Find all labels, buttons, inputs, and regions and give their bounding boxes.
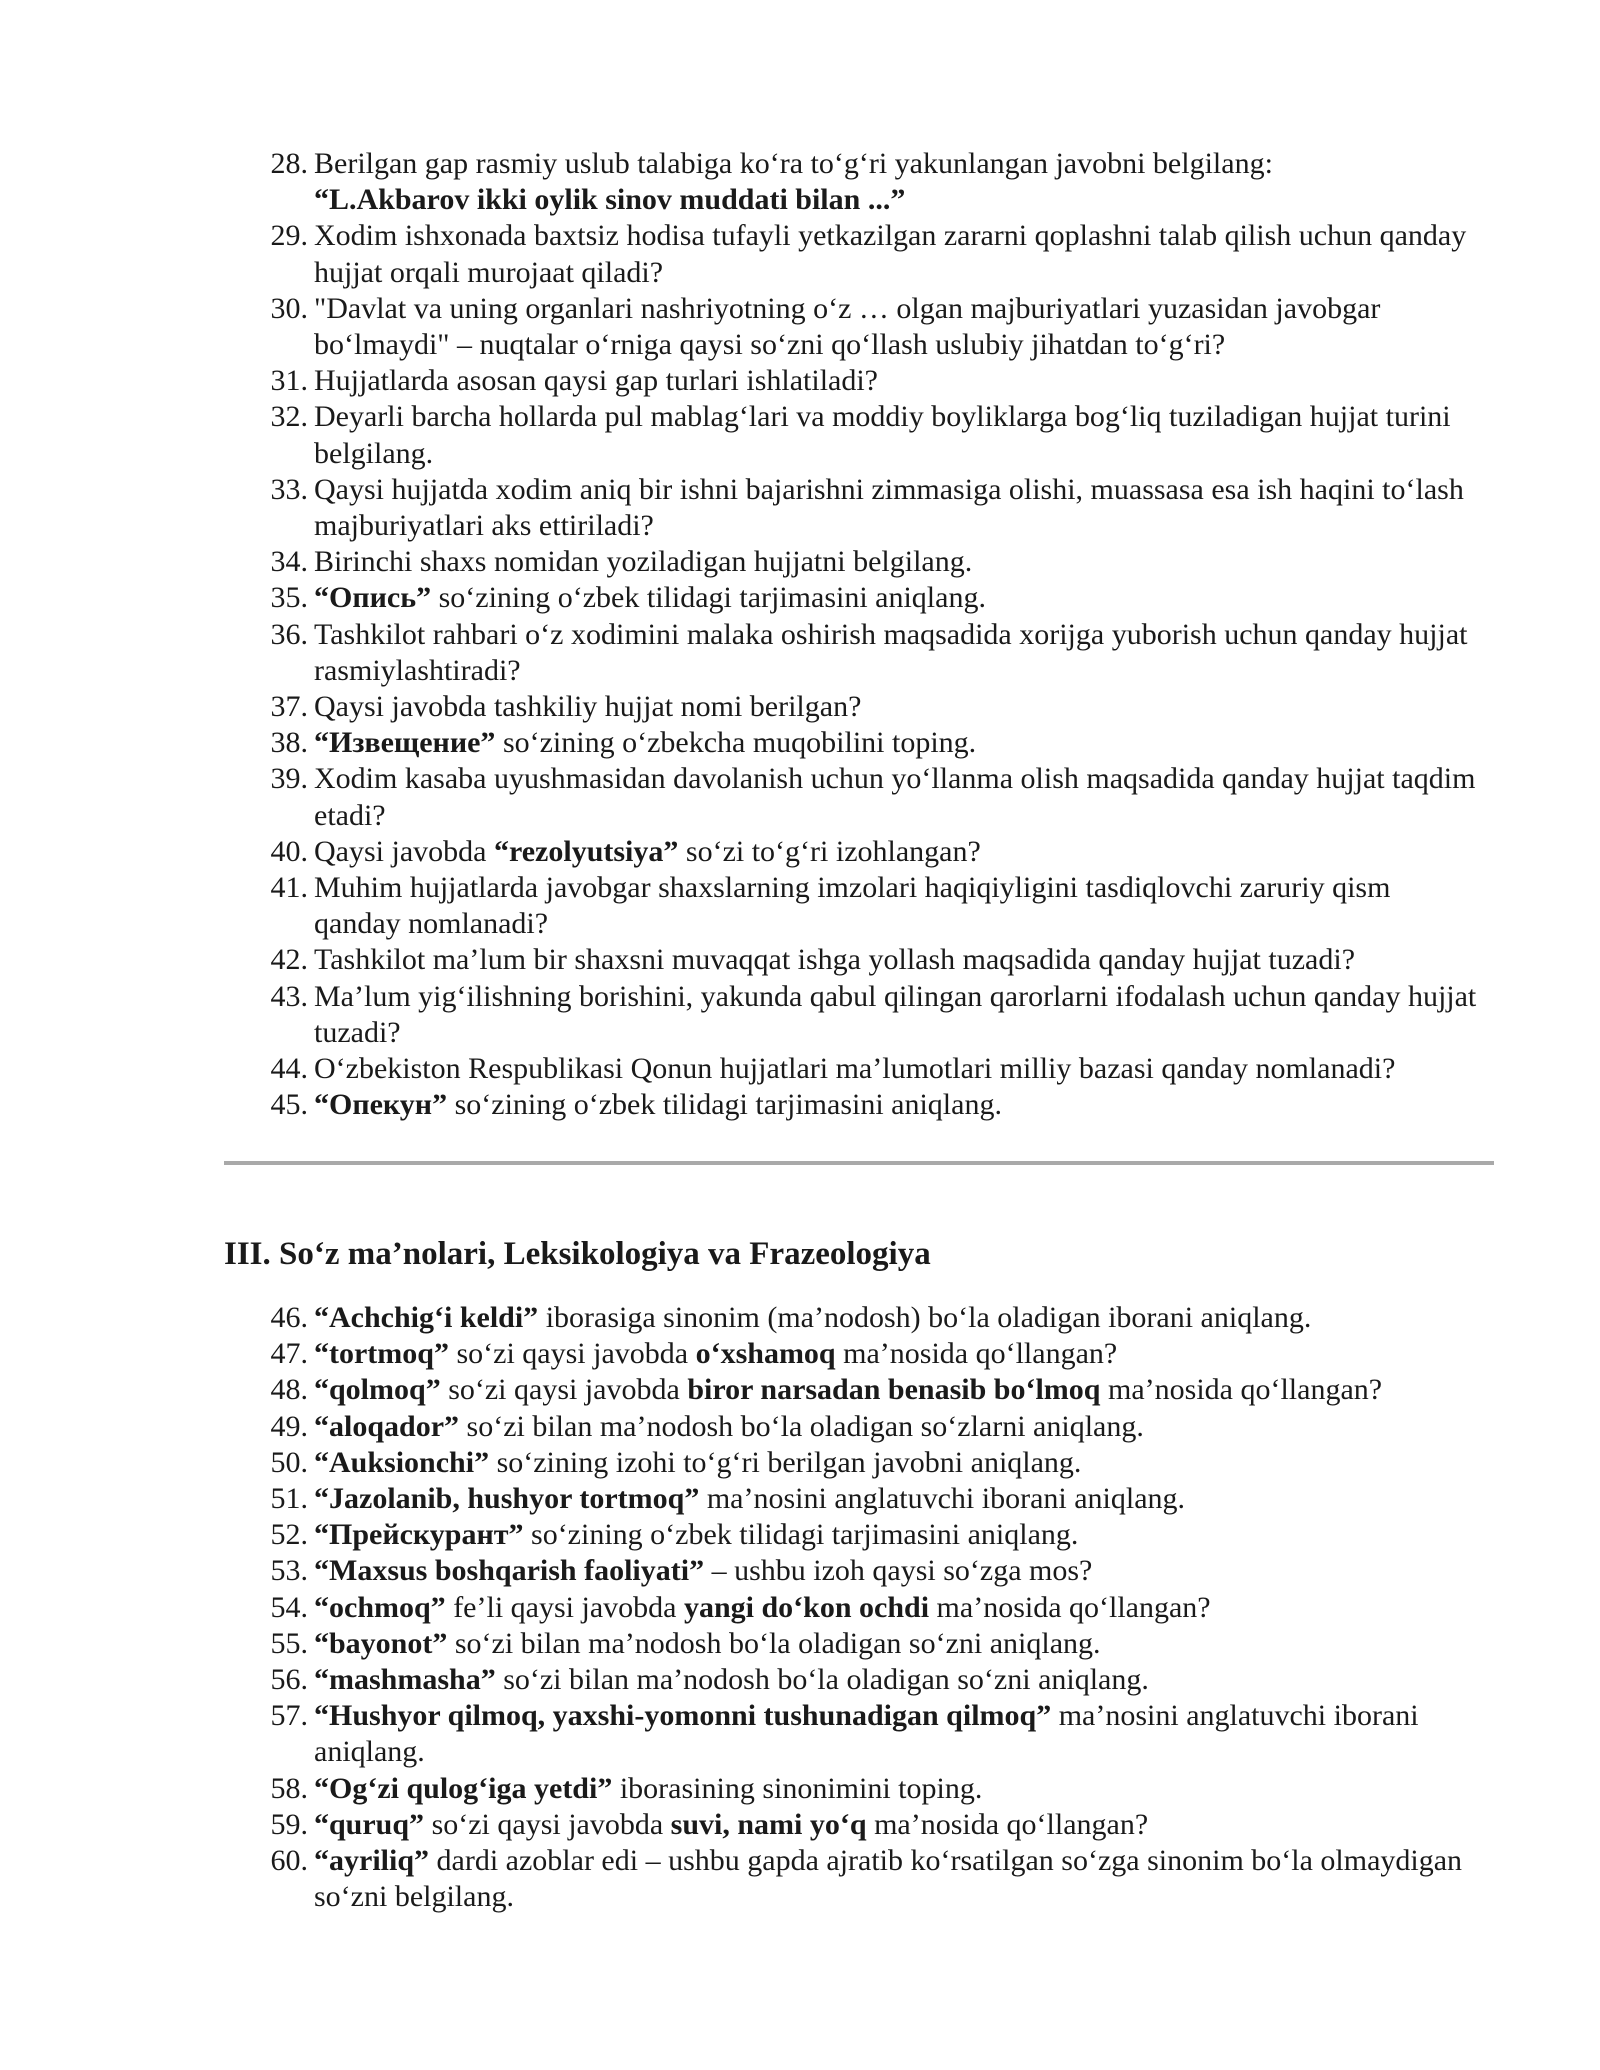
- question-text-run: dardi azoblar edi – ushbu gapda ajratib ko‘rsatilgan so‘zga sinonim bo‘la olmaydigan so‘zni belgilang.: [314, 1844, 1463, 1914]
- question-text: [314, 1518, 1078, 1551]
- question-number: 35 .: [258, 580, 308, 616]
- section-title: III. So‘z ma’nolari, Leksikologiya va Frazeologiya: [224, 1236, 931, 1272]
- question-text-run: iborasiga sinonim (ma’nodosh) bo‘la oladigan iborani aniqlang.: [538, 1301, 1312, 1334]
- question-text: [314, 1337, 1117, 1370]
- question-emphasis: “qolmoq”: [314, 1373, 441, 1407]
- question-number: 51 .: [258, 1481, 308, 1517]
- question-text-run: Ma’lum yig‘ilishning borishini, yakunda qabul qilingan qarorlarni ifodalash uchun qanday hujjat tuzadi?: [314, 979, 1477, 1049]
- question-item: [258, 399, 1478, 471]
- question-text-run: so‘zining o‘zbekcha muqobilini toping.: [495, 726, 977, 760]
- question-text: [314, 364, 878, 397]
- question-text-run: so‘zi bilan ma’nodosh bo‘la oladigan so‘zni aniqlang.: [447, 1626, 1101, 1660]
- question-item: [258, 218, 1478, 290]
- question-item: [258, 291, 1478, 363]
- question-text-run: so‘zi qaysi javobda: [448, 1337, 696, 1371]
- question-text-run: Tashkilot rahbari o‘z xodimini malaka oshirish maqsadida xorijga yuborish uchun qanday hujjat rasmiylashtiradi?: [314, 617, 1468, 687]
- question-emphasis: “Auksionchi”: [314, 1445, 490, 1479]
- question-text: [314, 943, 1355, 976]
- question-item: [258, 544, 1478, 580]
- question-text: [314, 292, 1380, 361]
- question-text-run: ma’nosida qo‘llangan?: [835, 1337, 1118, 1371]
- question-text: [314, 1844, 1462, 1913]
- question-text: [314, 1088, 1002, 1121]
- question-number: 29 .: [258, 218, 308, 254]
- question-item: [258, 1300, 1478, 1336]
- question-text-run: Qaysi javobda tashkiliy hujjat nomi berilgan?: [314, 690, 862, 724]
- question-number: 28 .: [258, 146, 308, 182]
- question-text-run: so‘zi bilan ma’nodosh bo‘la oladigan so‘zlarni aniqlang.: [459, 1409, 1144, 1443]
- question-text: [314, 147, 1273, 216]
- question-item: [258, 725, 1478, 761]
- question-text: [314, 726, 976, 759]
- question-number: 54 .: [258, 1590, 308, 1626]
- question-emphasis: “bayonot”: [314, 1626, 448, 1660]
- question-item: [258, 1087, 1478, 1123]
- question-number: 38 .: [258, 725, 308, 761]
- question-emphasis: yangi do‘kon ochdi: [683, 1590, 930, 1624]
- question-text-run: Qaysi hujjatda xodim aniq bir ishni bajarishni zimmasiga olishi, muassasa esa ish haqini to‘lash majburiyatlari aks ettiriladi?: [314, 472, 1464, 543]
- question-emphasis: “Прейскурант”: [314, 1518, 524, 1552]
- question-item: [258, 363, 1478, 399]
- question-item: [258, 617, 1478, 689]
- question-text-run: ma’nosida qo‘llangan?: [929, 1590, 1211, 1624]
- question-item: [258, 834, 1478, 870]
- question-number: 47 .: [258, 1336, 308, 1372]
- question-item: [258, 1445, 1478, 1481]
- question-text-run: Deyarli barcha hollarda pul mablag‘lari va moddiy boyliklarga bog‘liq tuziladigan hujjat turini belgilang.: [314, 400, 1451, 470]
- question-text: [314, 1554, 1092, 1587]
- question-item: [258, 1409, 1478, 1445]
- question-text-run: so‘zi to‘g‘ri izohlangan?: [678, 834, 981, 868]
- question-text-run: ma’nosini anglatuvchi iborani aniqlang.: [314, 1699, 1419, 1769]
- question-text-run: so‘zi qaysi javobda: [424, 1807, 671, 1841]
- question-number: 42 .: [258, 942, 308, 978]
- question-text: [314, 1808, 1148, 1841]
- question-text: [314, 545, 972, 578]
- question-text-run: – ushbu izoh qaysi so‘zga mos?: [704, 1554, 1093, 1588]
- question-item: [258, 1662, 1478, 1698]
- question-item: [258, 1698, 1478, 1770]
- question-number: 53 .: [258, 1553, 308, 1589]
- question-item: [258, 1771, 1478, 1807]
- question-text: [314, 1446, 1081, 1479]
- question-text-run: Tashkilot ma’lum bir shaxsni muvaqqat ishga yollash maqsadida qanday hujjat tuzadi?: [314, 943, 1356, 977]
- question-text-run: Xodim kasaba uyushmasidan davolanish uchun yo‘llanma olish maqsadida qanday hujjat taqdim etadi?: [314, 762, 1476, 832]
- question-emphasis: “ochmoq”: [314, 1590, 446, 1624]
- question-text: [314, 690, 861, 723]
- question-item: [258, 1336, 1478, 1372]
- question-item: [258, 979, 1478, 1051]
- question-text: [314, 871, 1390, 940]
- question-text: [314, 1410, 1144, 1443]
- question-text-run: Xodim ishxonada baxtsiz hodisa tufayli yetkazilgan zararni qoplashni talab qilish uchun qanday hujjat orqali murojaat qiladi?: [314, 219, 1467, 289]
- question-text: [314, 1772, 982, 1805]
- question-item: [258, 580, 1478, 616]
- question-emphasis: biror narsadan benasib bo‘lmoq: [687, 1373, 1101, 1407]
- question-emphasis: “tortmoq”: [314, 1337, 449, 1371]
- question-number: 55 .: [258, 1626, 308, 1662]
- question-item: [258, 870, 1478, 942]
- question-emphasis: “Опись”: [314, 581, 432, 615]
- question-text: [314, 1482, 1185, 1515]
- question-text-run: so‘zining izohi to‘g‘ri berilgan javobni aniqlang.: [489, 1445, 1082, 1479]
- question-number: 31 .: [258, 363, 308, 399]
- question-item: [258, 1372, 1478, 1408]
- question-emphasis: “rezolyutsiya”: [493, 834, 679, 868]
- question-item: [258, 689, 1478, 725]
- question-number: 59 .: [258, 1807, 308, 1843]
- question-text: [314, 618, 1467, 687]
- question-text-run: so‘zi bilan ma’nodosh bo‘la oladigan so‘zni aniqlang.: [495, 1663, 1149, 1697]
- question-text-run: Birinchi shaxs nomidan yoziladigan hujjatni belgilang.: [314, 545, 973, 579]
- question-number: 39 .: [258, 761, 308, 797]
- question-text: [314, 1052, 1395, 1085]
- question-text: [314, 1373, 1382, 1406]
- question-text-run: so‘zining o‘zbek tilidagi tarjimasini aniqlang.: [447, 1088, 1002, 1122]
- question-text-run: so‘zi qaysi javobda: [440, 1373, 688, 1407]
- question-item: [258, 1517, 1478, 1553]
- question-item: [258, 1843, 1478, 1915]
- question-item: [258, 761, 1478, 833]
- question-emphasis: “Jazolanib, hushyor tortmoq”: [314, 1482, 700, 1516]
- question-text: [314, 1627, 1101, 1660]
- question-item: [258, 1590, 1478, 1626]
- question-text-run: ma’nosida qo‘llangan?: [1100, 1373, 1383, 1407]
- question-number: 34 .: [258, 544, 308, 580]
- question-text-run: iborasining sinonimini toping.: [612, 1771, 983, 1805]
- question-item: [258, 472, 1478, 544]
- question-text: [314, 219, 1466, 288]
- question-number: 32 .: [258, 399, 308, 435]
- question-text-run: O‘zbekiston Respublikasi Qonun hujjatlari ma’lumotlari milliy bazasi qanday nomlanadi?: [314, 1052, 1396, 1086]
- question-list-part-3: [258, 1300, 1478, 1915]
- question-item: [258, 1553, 1478, 1589]
- question-text: [314, 1591, 1211, 1624]
- question-number: 33 .: [258, 472, 308, 508]
- question-number: 36 .: [258, 617, 308, 653]
- question-emphasis: “Извещение”: [314, 726, 496, 760]
- question-text: [314, 581, 986, 614]
- question-number: 46 .: [258, 1300, 308, 1336]
- question-number: 49 .: [258, 1409, 308, 1445]
- question-number: 52 .: [258, 1517, 308, 1553]
- question-emphasis: o‘xshamoq: [695, 1337, 836, 1371]
- question-number: 57 .: [258, 1698, 308, 1734]
- question-text-run: ma’nosida qo‘llangan?: [866, 1807, 1149, 1841]
- question-number: 60 .: [258, 1843, 308, 1879]
- question-emphasis: suvi, nami yo‘q: [670, 1807, 867, 1841]
- question-number: 50 .: [258, 1445, 308, 1481]
- question-number: 58 .: [258, 1771, 308, 1807]
- question-emphasis: “Maxsus boshqarish faoliyati”: [314, 1554, 705, 1588]
- question-text-run: Qaysi javobda: [314, 834, 494, 868]
- question-text: [314, 400, 1451, 469]
- question-item: [258, 1807, 1478, 1843]
- question-item: [258, 942, 1478, 978]
- question-text-run: fe’li qaysi javobda: [445, 1590, 684, 1624]
- question-text-run: so‘zining o‘zbek tilidagi tarjimasini aniqlang.: [431, 581, 986, 615]
- question-text: [314, 1699, 1419, 1768]
- question-text: [314, 473, 1464, 542]
- question-text: [314, 1663, 1149, 1696]
- question-text-run: "Davlat va uning organlari nashriyotning o‘z … olgan majburiyatlari yuzasidan javobgar bo‘lmaydi" – nuqtalar o‘rniga qaysi so‘zni qo‘llash uslubiy jihatdan to‘g‘ri?: [314, 291, 1381, 362]
- question-text: [314, 1301, 1311, 1334]
- question-number: 41 .: [258, 870, 308, 906]
- question-text-run: so‘zining o‘zbek tilidagi tarjimasini aniqlang.: [523, 1518, 1079, 1552]
- question-emphasis: “Og‘zi qulog‘iga yetdi”: [314, 1771, 613, 1805]
- section-divider: [224, 1161, 1494, 1165]
- question-number: 45 .: [258, 1087, 308, 1123]
- question-emphasis: “Опекун”: [314, 1088, 448, 1122]
- question-emphasis: “Achchig‘i keldi”: [314, 1301, 539, 1334]
- question-text: [314, 980, 1476, 1049]
- question-item: [258, 1051, 1478, 1087]
- question-number: 56 .: [258, 1662, 308, 1698]
- question-item: [258, 146, 1478, 218]
- question-emphasis: “L.Akbarov ikki oylik sinov muddati bilan ...”: [314, 183, 906, 217]
- question-emphasis: “aloqador”: [314, 1409, 460, 1443]
- question-number: 48 .: [258, 1372, 308, 1408]
- question-emphasis: “Hushyor qilmoq, yaxshi-yomonni tushunadigan qilmoq”: [314, 1699, 1052, 1733]
- question-emphasis: “ayriliq”: [314, 1844, 430, 1878]
- question-number: 44 .: [258, 1051, 308, 1087]
- question-text: [314, 762, 1475, 831]
- question-emphasis: “mashmasha”: [314, 1663, 496, 1697]
- question-number: 30 .: [258, 291, 308, 327]
- question-item: [258, 1481, 1478, 1517]
- question-number: 43 .: [258, 979, 308, 1015]
- question-number: 37 .: [258, 689, 308, 725]
- question-text-run: Berilgan gap rasmiy uslub talabiga ko‘ra to‘g‘ri yakunlangan javobni belgilang:: [314, 147, 1273, 180]
- question-item: [258, 1626, 1478, 1662]
- question-text-run: Muhim hujjatlarda javobgar shaxslarning imzolari haqiqiyligini tasdiqlovchi zaruriy qism qanday nomlanadi?: [314, 871, 1391, 941]
- question-list-part-2: [258, 146, 1478, 1123]
- question-number: 40 .: [258, 834, 308, 870]
- question-text-run: Hujjatlarda asosan qaysi gap turlari ishlatiladi?: [314, 364, 878, 398]
- question-emphasis: “quruq”: [314, 1807, 425, 1841]
- question-text-run: ma’nosini anglatuvchi iborani aniqlang.: [699, 1482, 1186, 1516]
- question-text: [314, 835, 981, 868]
